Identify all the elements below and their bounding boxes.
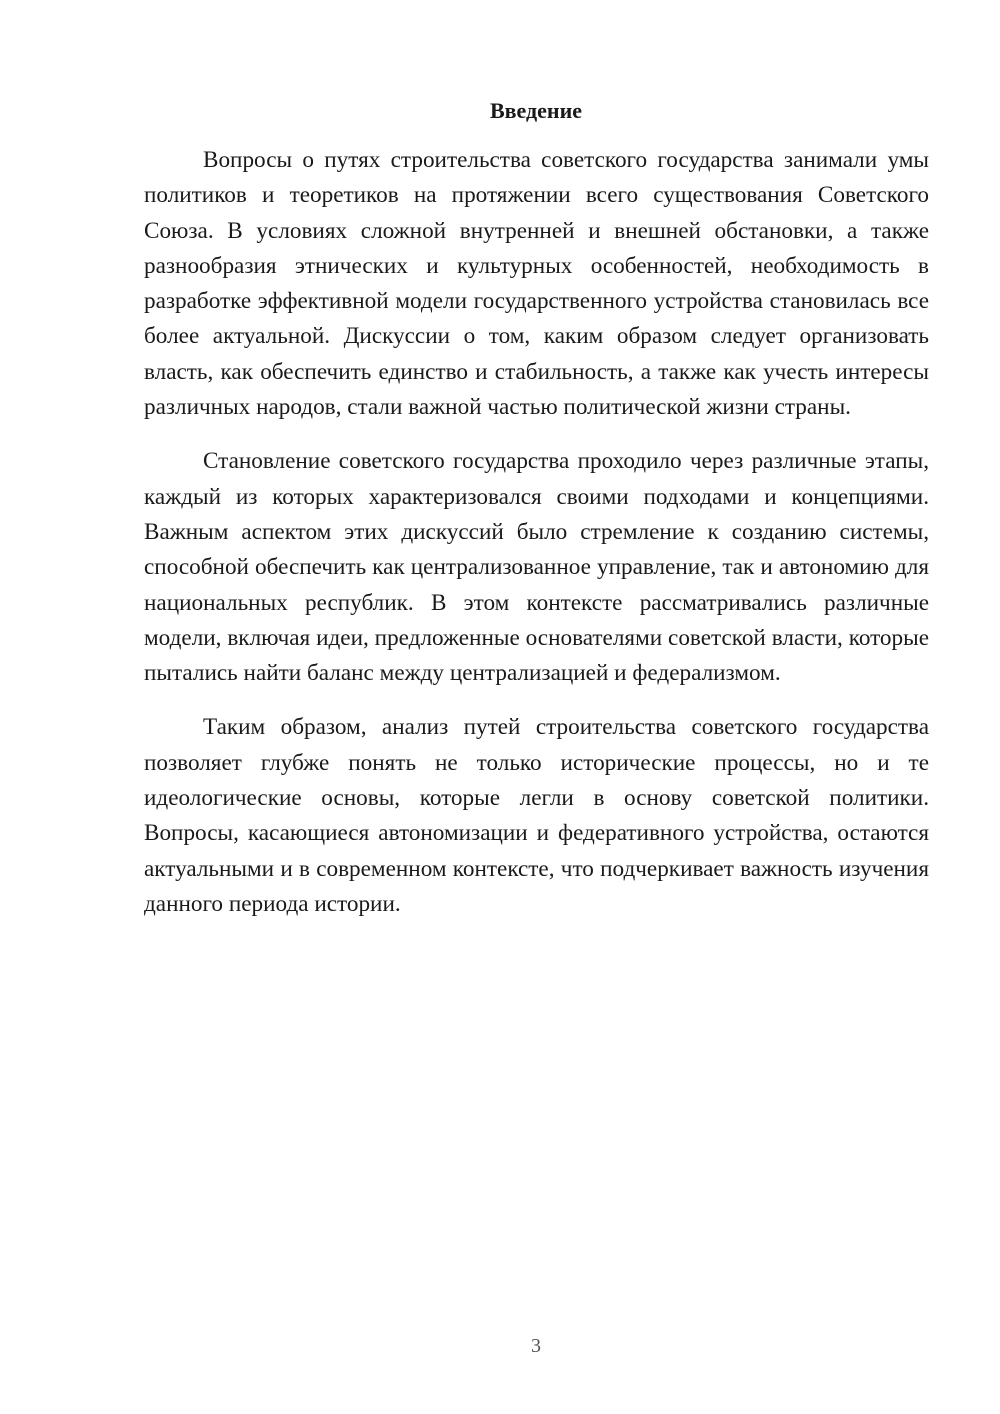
page-number: 3: [531, 1335, 541, 1357]
paragraph-1: Вопросы о путях строительства советского государства занимали умы политиков и теоретиков на протяжении всего существования Советского Союза. В условиях сложной внутренней и внешней обстановки, а также разнообразия этнических и культурных особенностей, необходимость в разработке эффективной модели государственного устройства становилась все более актуальной. Дискуссии о том, каким образом следует организовать власть, как обеспечить единство и стабильность, а также как учесть интересы различных народов, стали важной частью политической жизни страны.: [144, 147, 929, 421]
body-text: [144, 143, 929, 941]
paragraph-2: Становление советского государства проходило через различные этапы, каждый из которых характеризовался своими подходами и концепциями. Важным аспектом этих дискуссий было стремление к созданию системы, способной обеспечить как централизованное управление, так и автономию для национальных республик. В этом контексте рассматривались различные модели, включая идеи, предложенные основателями советской власти, которые пытались найти баланс между централизацией и федерализмом.: [144, 448, 929, 687]
page-heading: Введение: [489, 98, 583, 123]
paragraph-3: Таким образом, анализ путей строительства советского государства позволяет глубже понять не только исторические процессы, но и те идеологические основы, которые легли в основу советской политики. Вопросы, касающиеся автономизации и федеративного устройства, остаются актуальными и в современном контексте, что подчеркивает важность изучения данного периода истории.: [144, 714, 929, 917]
